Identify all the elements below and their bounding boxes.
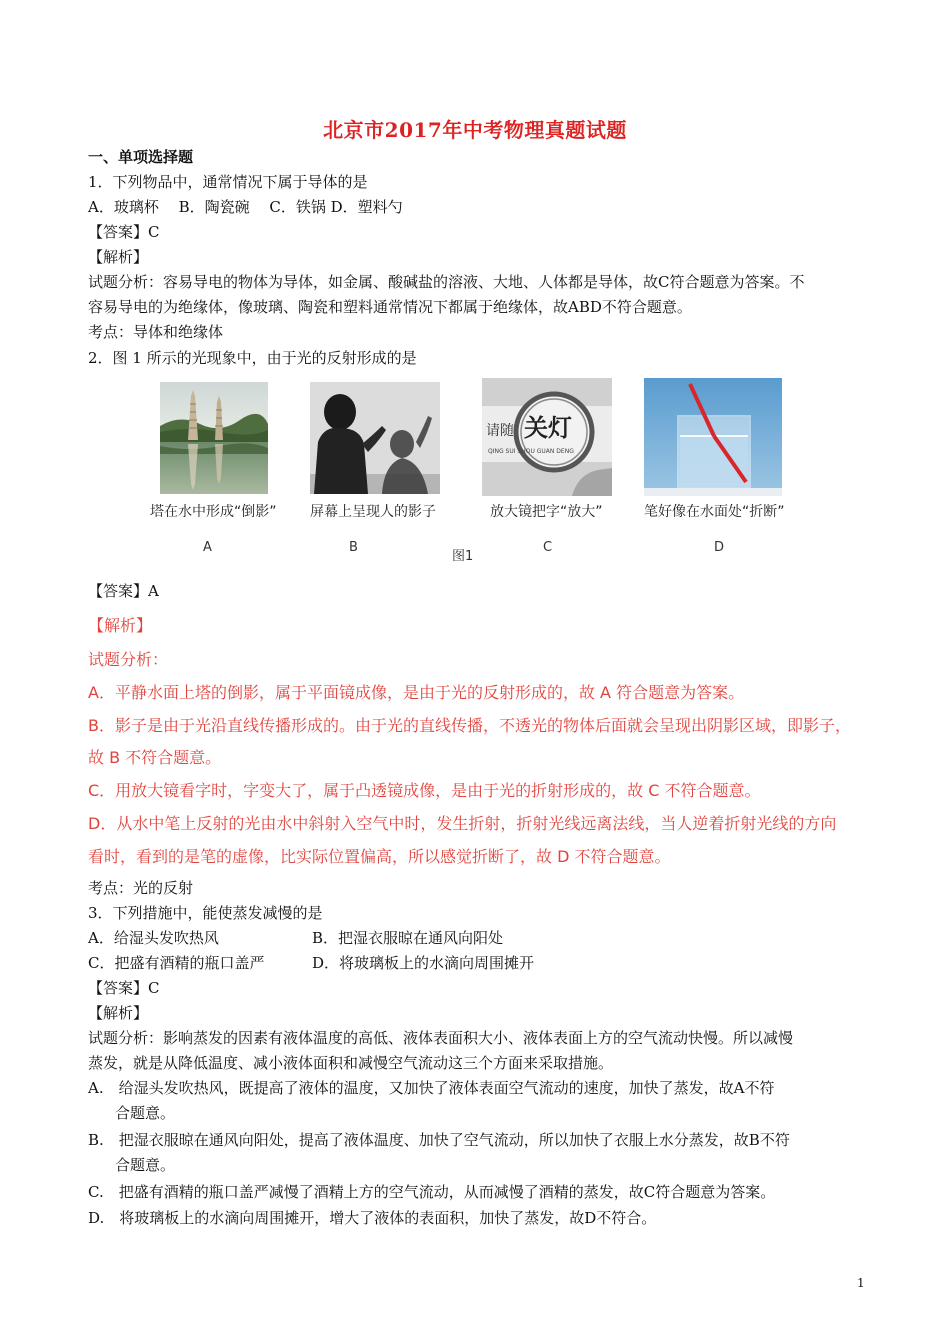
figure-caption: 图1 [452,549,474,564]
q2-analysis-a: A．平静水面上塔的倒影，属于平面镜成像，是由于光的反射形成的，故 A 符合题意为答案。 [88,683,745,702]
q2-analysis-intro: 试题分析： [88,650,169,669]
page-number: 1 [857,1276,865,1290]
q3-analysis-b: 合题意。 [115,1156,176,1174]
q1-options: A．玻璃杯 B．陶瓷碗 C．铁锅 D．塑料勺 [88,198,403,216]
figure-letter-b: B [349,540,358,555]
q3-option-d: D．将玻璃板上的水滴向周围摊开 [312,954,535,972]
q3-option-b: B．把湿衣服晾在通风向阳处 [312,929,504,947]
page-title: 北京市2017年中考物理真题试题 [323,118,627,142]
figure-letter-c: C [543,540,553,555]
figure-caption-b: 屏幕上呈现人的影子 [310,504,436,520]
q2-analysis-label: 【解析】 [88,616,153,635]
q3-analysis-a: A. 给湿头发吹热风，既提高了液体的温度，又加快了液体表面空气流动的速度，加快了蒸发，故A不符 [88,1079,775,1097]
q3-analysis-intro: 试题分析：影响蒸发的因素有液体温度的高低、液体表面积大小、液体表面上方的空气流动快慢。所以减慢 [88,1029,794,1047]
q2-stem: 2．图 1 所示的光现象中，由于光的反射形成的是 [88,349,417,367]
image-shadow-on-screen [310,382,440,494]
figure-caption-d: 笔好像在水面处“折断” [644,504,785,520]
figure-letter-a: A [203,540,212,555]
sign-pinyin: QING SUI SHOU GUAN DENG [488,448,574,455]
figure-letter-d: D [714,540,725,555]
q3-option-c: C．把盛有酒精的瓶口盖严 [88,954,265,972]
q3-answer: 【答案】C [88,979,160,997]
q3-option-a: A．给湿头发吹热风 [88,929,219,947]
q3-analysis-intro: 蒸发，就是从降低温度、减小液体面积和减慢空气流动这三个方面来采取措施。 [88,1054,614,1072]
sign-text-magnified: 关灯 [524,414,572,442]
q3-analysis-b: B. 把湿衣服晾在通风向阳处，提高了液体温度、加快了空气流动，所以加快了衣服上水分蒸发，故B不符 [88,1131,790,1149]
q2-analysis-b: 故 B 不符合题意。 [88,748,222,767]
q3-analysis-c: C. 把盛有酒精的瓶口盖严减慢了酒精上方的空气流动，从而减慢了酒精的蒸发，故C符合题意为答案。 [88,1183,776,1201]
q2-analysis-b: B．影子是由于光沿直线传播形成的。由于光的直线传播，不透光的物体后面就会呈现出阴影区域，即影子， [88,716,851,735]
figure-caption-c: 放大镜把字“放大” [490,504,603,520]
q2-analysis-c: C．用放大镜看字时，字变大了，属于凸透镜成像，是由于光的折射形成的，故 C 不符合题意。 [88,781,761,800]
image-tower-reflection [160,382,268,494]
q1-point: 考点：导体和绝缘体 [88,323,224,341]
q1-answer: 【答案】C [88,223,160,241]
q1-analysis-line: 试题分析：容易导电的物体为导体，如金属、酸碱盐的溶液、大地、人体都是导体，故C符合题意为答案。不 [88,273,805,291]
q2-point: 考点：光的反射 [88,879,194,897]
q2-answer: 【答案】A [88,582,159,600]
q2-analysis-d: D．从水中笔上反射的光由水中斜射入空气中时，发生折射，折射光线远离法线，当人逆着折射光线的方向 [88,814,837,833]
sign-text-small: 请随 [486,423,514,439]
figure-caption-a: 塔在水中形成“倒影” [150,504,277,520]
q3-analysis-d: D. 将玻璃板上的水滴向周围摊开，增大了液体的表面积，加快了蒸发，故D不符合。 [88,1209,657,1227]
image-pencil-in-water [644,378,782,496]
q3-stem: 3．下列措施中，能使蒸发减慢的是 [88,904,323,922]
q2-analysis-d: 看时，看到的是笔的虚像，比实际位置偏高，所以感觉折断了，故 D 不符合题意。 [88,847,671,866]
image-magnifier [482,378,612,496]
q1-analysis-line: 容易导电的为绝缘体，像玻璃、陶瓷和塑料通常情况下都属于绝缘体，故ABD不符合题意。 [88,298,692,316]
section-heading: 一、单项选择题 [88,148,194,166]
q3-analysis-a: 合题意。 [115,1104,176,1122]
q1-stem: 1．下列物品中，通常情况下属于导体的是 [88,173,368,191]
q3-analysis-label: 【解析】 [88,1004,149,1022]
q1-analysis-label: 【解析】 [88,248,149,266]
